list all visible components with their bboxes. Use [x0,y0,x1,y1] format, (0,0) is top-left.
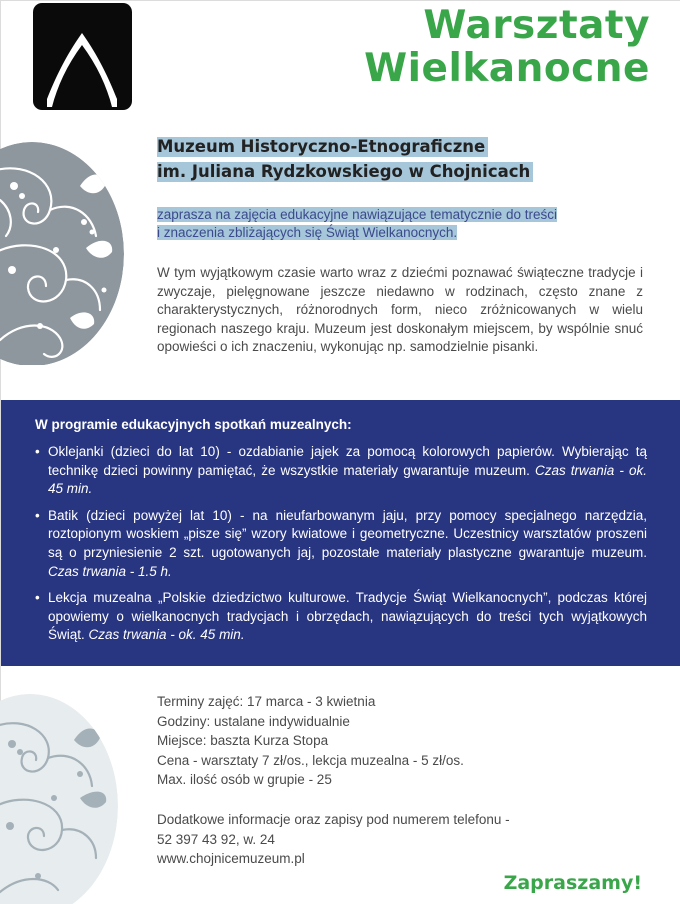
museum-name-line-1: Muzeum Historyczno-Etnograficzne [157,137,488,157]
program-item-text: Batik (dzieci powyżej lat 10) - na nieufarbowanym jaju, przy pomocy specjalnego narzędzia, roztopionym woskiem „pisze się” wzory kwiatowe i geometryczne. Uczestnicy warsztatów proszeni są o przyniesienie 2 szt. ugotowanych jaj, pozostałe materiały plastyczne gwarantuje muzeum. [48,507,647,560]
invitation-line-2: i znaczenia zbliżających się Świąt Wielkanocnych. [157,225,458,240]
contact-text: Dodatkowe informacje oraz zapisy pod numerem telefonu - [157,812,510,827]
program-section [1,400,680,666]
closing-invitation: Zapraszamy! [503,872,642,894]
program-item [35,443,647,499]
contact-info [157,810,510,869]
program-item [35,507,647,581]
program-item-duration: Czas trwania - ok. 45 min. [48,462,647,497]
detail-price: Cena - warsztaty 7 zł/os., lekcja muzealna - 5 zł/os. [157,752,464,768]
contact-phone: 52 397 43 92, w. 24 [157,831,275,847]
program-item-duration: Czas trwania - 1.5 h. [48,563,172,579]
detail-hours: Godziny: ustalane indywidualnie [157,713,350,729]
intro-paragraph: W tym wyjątkowym czasie warto wraz z dziećmi poznawać świąteczne tradycje i zwyczaje, pielęgnowane jeszcze niedawno w rodzinach, często znane z charakterystycznych, różnorodnych form, nieco zróżnicowanych w wielu regionach naszego kraju. Muzeum jest doskonałym miejscem, by wspólnie snuć opowieści o ich znaczeniu, wykonując np. samodzielnie pisanki. [157,265,643,355]
easter-egg-illustration-top [0,140,132,365]
museum-name [157,134,533,184]
invitation-line-1: zaprasza na zajęcia edukacyjne nawiązujące tematycznie do treści [157,207,557,222]
poster-title [364,4,650,90]
title-line-1: Warsztaty [423,3,650,48]
page-border-top [0,0,680,1]
museum-name-line-2: im. Juliana Rydzkowskiego w Chojnicach [157,162,533,182]
program-list [35,443,647,653]
program-heading: W programie edukacyjnych spotkań muzealnych: [35,417,352,432]
program-item-text: Lekcja muzealna „Polskie dziedzictwo kulturowe. Tradycje Świąt Wielkanocnych”, podczas której opowiemy o wielkanocnych tradycjach i obrzędach, nawiązujących do treści tych wyjątkowych Świąt. [48,590,647,643]
easter-egg-illustration-bottom [0,686,132,904]
contact-website: www.chojnicemuzeum.pl [157,851,305,866]
program-item-duration: Czas trwania - ok. 45 min. [88,627,245,643]
invitation-text [157,206,627,242]
program-item [35,589,647,645]
program-item-text: Oklejanki (dzieci do lat 10) - ozdabianie jajek za pomocą kolorowych papierów. Wybierając tą technikę dzieci powinny pamiętać, że wszystkie materiały gwarantuje muzeum. [48,444,647,478]
event-details [157,692,464,790]
detail-max-participants: Max. ilość osób w grupie - 25 [157,772,332,787]
museum-logo [33,3,132,110]
title-line-2: Wielkanocne [364,46,650,91]
detail-dates: Terminy zajęć: 17 marca - 3 kwietnia [157,694,376,709]
detail-place: Miejsce: baszta Kurza Stopa [157,733,329,748]
